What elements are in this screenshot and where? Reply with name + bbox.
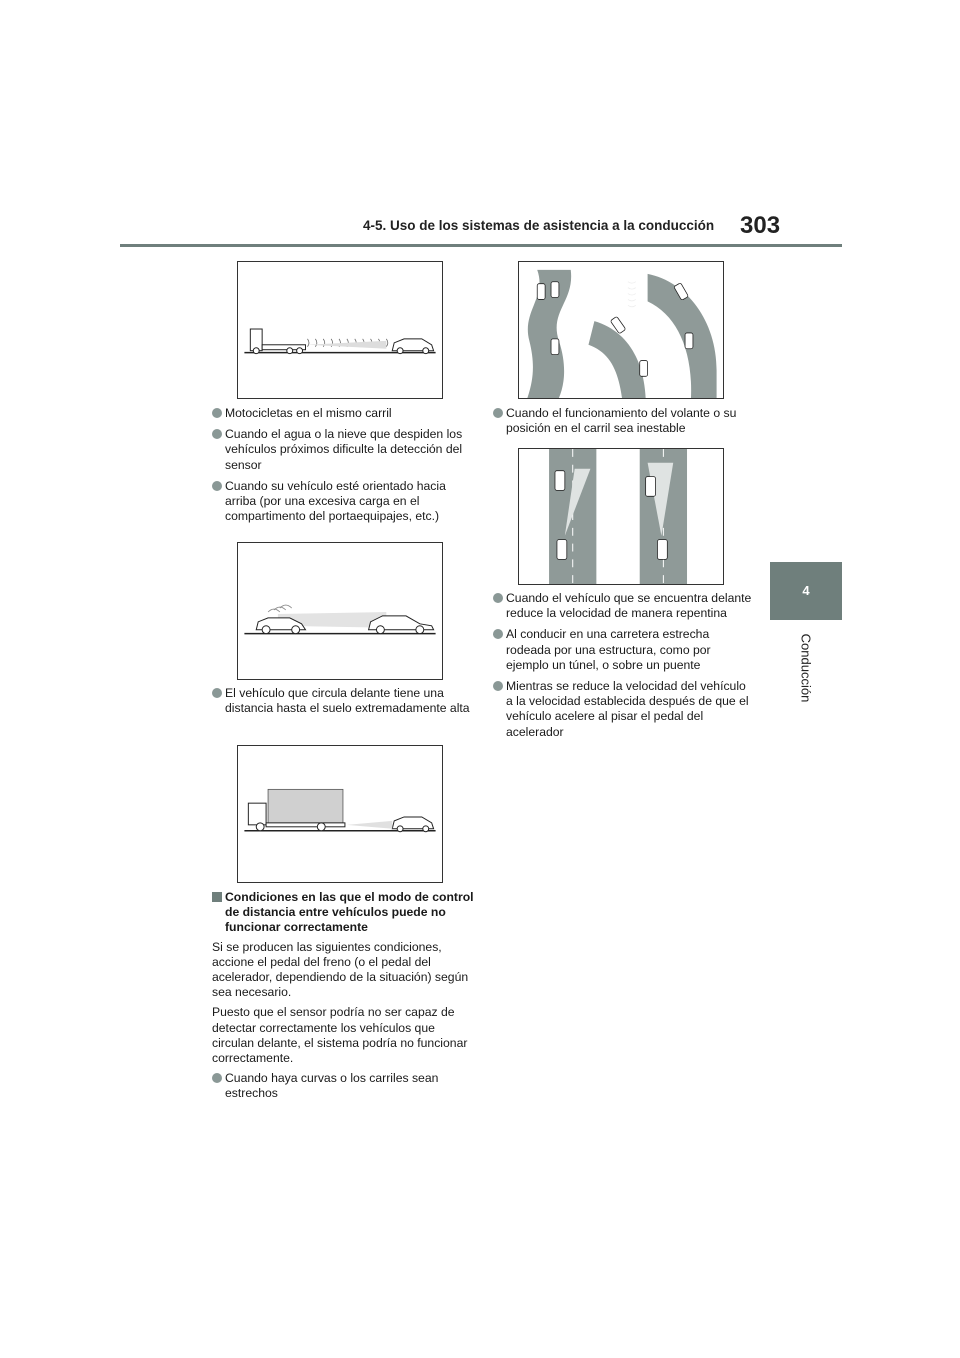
list-item: Cuando su vehículo esté orientado hacia arriba (por una excesiva carga en el compartimento del portaequipajes, etc.) — [212, 479, 472, 525]
right-column-block-2 — [493, 591, 755, 746]
right-column-block-1 — [493, 406, 755, 442]
figure-curved-roads — [518, 261, 724, 399]
chapter-tab: 4 — [770, 562, 842, 620]
list-item: Motocicletas en el mismo carril — [212, 406, 472, 421]
chapter-label: Conducción — [798, 633, 814, 703]
list-item: Al conducir en una carretera estrecha rodeada por una estructura, como por ejemplo un túnel, o sobre un puente — [493, 627, 755, 673]
figure-motorcycle-same-lane — [237, 261, 443, 399]
header-divider — [120, 244, 842, 247]
figure-truck-ahead — [237, 745, 443, 883]
section-subheading: Condiciones en las que el modo de control de distancia entre vehículos puede no funcionar correctamente — [212, 890, 474, 936]
list-item: Cuando el funcionamiento del volante o su posición en el carril sea inestable — [493, 406, 755, 436]
list-item: Mientras se reduce la velocidad del vehículo a la velocidad establecida después de que el vehículo acelere al pisar el pedal del acelerador — [493, 679, 755, 740]
paragraph: Si se producen las siguientes condiciones, accione el pedal del freno (o el pedal del acelerador, dependiendo de la situación) según sea necesario. — [212, 939, 469, 1000]
paragraph: Puesto que el sensor podría no ser capaz de detectar correctamente los vehículos que circulan delante, el sistema podría no funcionar correctamente. — [212, 1005, 468, 1066]
left-column-block-3 — [212, 890, 474, 1108]
left-column-block-1 — [212, 406, 472, 530]
page-number: 303 — [740, 212, 781, 239]
figure-high-clearance-vehicle — [237, 542, 443, 680]
list-item: Cuando el vehículo que se encuentra delante reduce la velocidad de manera repentina — [493, 591, 755, 621]
list-item: Cuando el agua o la nieve que despiden los vehículos próximos dificulte la detección del sensor — [212, 427, 472, 473]
list-item: El vehículo que circula delante tiene una distancia hasta el suelo extremadamente alta — [212, 686, 472, 716]
list-item: Cuando haya curvas o los carriles sean estrechos — [212, 1071, 474, 1101]
figure-unstable-steering — [518, 448, 724, 585]
left-column-block-2 — [212, 686, 472, 722]
section-title: 4-5. Uso de los sistemas de asistencia a la conducción — [363, 218, 715, 233]
